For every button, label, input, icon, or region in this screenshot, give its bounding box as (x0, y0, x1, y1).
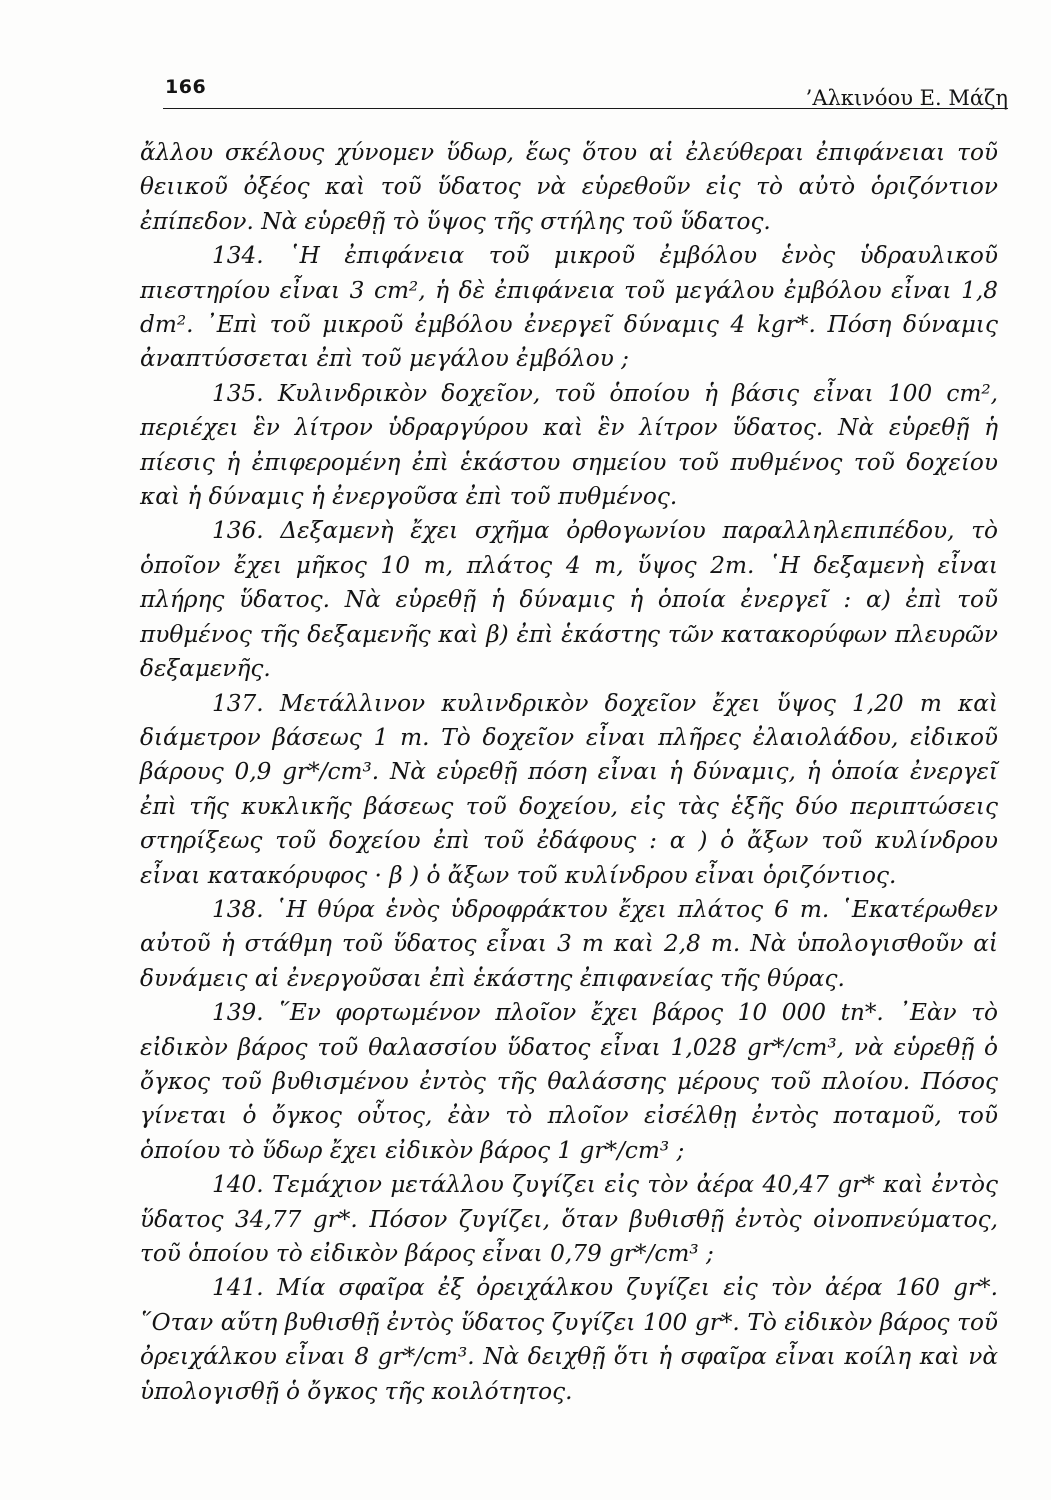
header-rule (163, 108, 1008, 109)
problem-text: Μετάλλινον κυλινδρικὸν δοχεῖον ἔχει ὕψος 1,20 m καὶ διάμετρον βάσεως 1 m. Τὸ δοχεῖον εἶναι πλῆρες ἐλαιολάδου, εἰδικοῦ βάρους 0,9 gr*/cm³. Νὰ εὑρεθῇ πόση εἶναι ἡ δύναμις, ἡ ὁποία ἐνεργεῖ ἐπὶ τῆς κυκλικῆς βάσεως τοῦ δοχείου, εἰς τὰς ἑξῆς δύο περιπτώσεις στηρίξεως τοῦ δοχείου ἐπὶ τοῦ ἐδάφους : α ) ὁ ἄξων τοῦ κυλίνδρου εἶναι κατακόρυφος · β ) ὁ ἄξων τοῦ κυλίνδρου εἶναι ὁριζόντιος. (140, 689, 999, 889)
page-number: 166 (165, 76, 207, 98)
problem-number: 141. (212, 1274, 264, 1302)
problem-number: 136. (212, 517, 264, 545)
problem-140 (140, 1168, 998, 1271)
problem-text: Μία σφαῖρα ἐξ ὀρειχάλκου ζυγίζει εἰς τὸν ἀέρα 160 gr*. ῞Οταν αὕτη βυθισθῇ ἐντὸς ὕδατος ζυγίζει 100 gr*. Τὸ εἰδικὸν βάρος τοῦ ὀρειχάλκου εἶναι 8 gr*/cm³. Νὰ δειχθῇ ὅτι ἡ σφαῖρα εἶναι κοίλη καὶ νὰ ὑπολογισθῇ ὁ ὄγκος τῆς κοιλότητος. (140, 1274, 998, 1405)
problem-number: 135. (212, 379, 264, 407)
problem-137 (140, 687, 998, 893)
problem-141 (140, 1271, 998, 1409)
problem-number: 139. (212, 999, 264, 1027)
problem-text: Κυλινδρικὸν δοχεῖον, τοῦ ὁποίου ἡ βάσις εἶναι 100 cm², περιέχει ἓν λίτρον ὑδραργύρου καὶ ἓν λίτρον ὕδατος. Νὰ εὑρεθῇ ἡ πίεσις ἡ ἐπιφερομένη ἐπὶ ἑκάστου σημείου τοῦ πυθμένος τοῦ δοχείου καὶ ἡ δύναμις ἡ ἐνεργοῦσα ἐπὶ τοῦ πυθμένος. (140, 379, 999, 511)
problem-text: Τεμάχιον μετάλλου ζυγίζει εἰς τὸν ἀέρα 40,47 gr* καὶ ἐντὸς ὕδατος 34,77 gr*. Πόσον ζυγίζει, ὅταν βυθισθῇ ἐντὸς οἰνοπνεύματος, τοῦ ὁποίου τὸ εἰδικὸν βάρος εἶναι 0,79 gr*/cm³ ; (140, 1171, 998, 1267)
problem-text: Δεξαμενὴ ἔχει σχῆμα ὀρθογωνίου παραλληλεπιπέδου, τὸ ὁποῖον ἔχει μῆκος 10 m, πλάτος 4 m, ὕψος 2m. ῾Η δεξαμενὴ εἶναι πλήρης ὕδατος. Νὰ εὑρεθῇ ἡ δύναμις ἡ ὁποία ἐνεργεῖ : α) ἐπὶ τοῦ πυθμένος τῆς δεξαμενῆς καὶ β) ἐπὶ ἑκάστης τῶν κατακορύφων πλευρῶν δεξαμενῆς. (140, 517, 998, 683)
problem-138 (140, 893, 998, 996)
problem-number: 140. (212, 1171, 264, 1199)
problem-number: 134. (212, 242, 264, 270)
continued-paragraph (140, 136, 998, 239)
problem-134 (140, 239, 998, 377)
paragraph-text: ἄλλου σκέλους χύνομεν ὕδωρ, ἕως ὅτου αἱ ἐλεύθεραι ἐπιφάνειαι τοῦ θειικοῦ ὀξέος καὶ τοῦ ὕδατος νὰ εὑρεθοῦν εἰς τὸ αὐτὸ ὁριζόντιον ἐπίπεδον. Νὰ εὑρεθῇ τὸ ὕψος τῆς στήλης τοῦ ὕδατος. (140, 139, 998, 235)
problem-text: ῾Η θύρα ἑνὸς ὑδροφράκτου ἔχει πλάτος 6 m. ῾Εκατέρωθεν αὐτοῦ ἡ στάθμη τοῦ ὕδατος εἶναι 3 m καὶ 2,8 m. Νὰ ὑπολογισθοῦν αἱ δυνάμεις αἱ ἐνεργοῦσαι ἐπὶ ἑκάστης ἐπιφανείας τῆς θύρας. (140, 895, 998, 992)
problem-number: 137. (212, 689, 264, 717)
page-body (140, 136, 998, 1409)
page-header (163, 72, 1008, 112)
problem-139 (140, 996, 998, 1168)
problem-text: ῞Εν φορτωμένον πλοῖον ἔχει βάρος 10 000 tn*. ᾿Εὰν τὸ εἰδικὸν βάρος τοῦ θαλασσίου ὕδατος εἶναι 1,028 gr*/cm³, νὰ εὑρεθῇ ὁ ὄγκος τοῦ βυθισμένου ἐντὸς τῆς θαλάσσης μέρους τοῦ πλοίου. Πόσος γίνεται ὁ ὄγκος οὗτος, ἐὰν τὸ πλοῖον εἰσέλθῃ ἐντὸς ποταμοῦ, τοῦ ὁποίου τὸ ὕδωρ ἔχει εἰδικὸν βάρος 1 gr*/cm³ ; (140, 999, 998, 1164)
problem-number: 138. (212, 895, 264, 923)
problem-136 (140, 514, 998, 686)
problem-135 (140, 377, 998, 515)
problem-text: ῾Η ἐπιφάνεια τοῦ μικροῦ ἐμβόλου ἑνὸς ὑδραυλικοῦ πιεστηρίου εἶναι 3 cm², ἡ δὲ ἐπιφάνεια τοῦ μεγάλου ἐμβόλου εἶναι 1,8 dm². ᾿Επὶ τοῦ μικροῦ ἐμβόλου ἐνεργεῖ δύναμις 4 kgr*. Πόση δύναμις ἀναπτύσσεται ἐπὶ τοῦ μεγάλου ἐμβόλου ; (140, 242, 998, 373)
running-head-author: ’Αλκινόου Ε. Μάζη (805, 86, 1008, 110)
